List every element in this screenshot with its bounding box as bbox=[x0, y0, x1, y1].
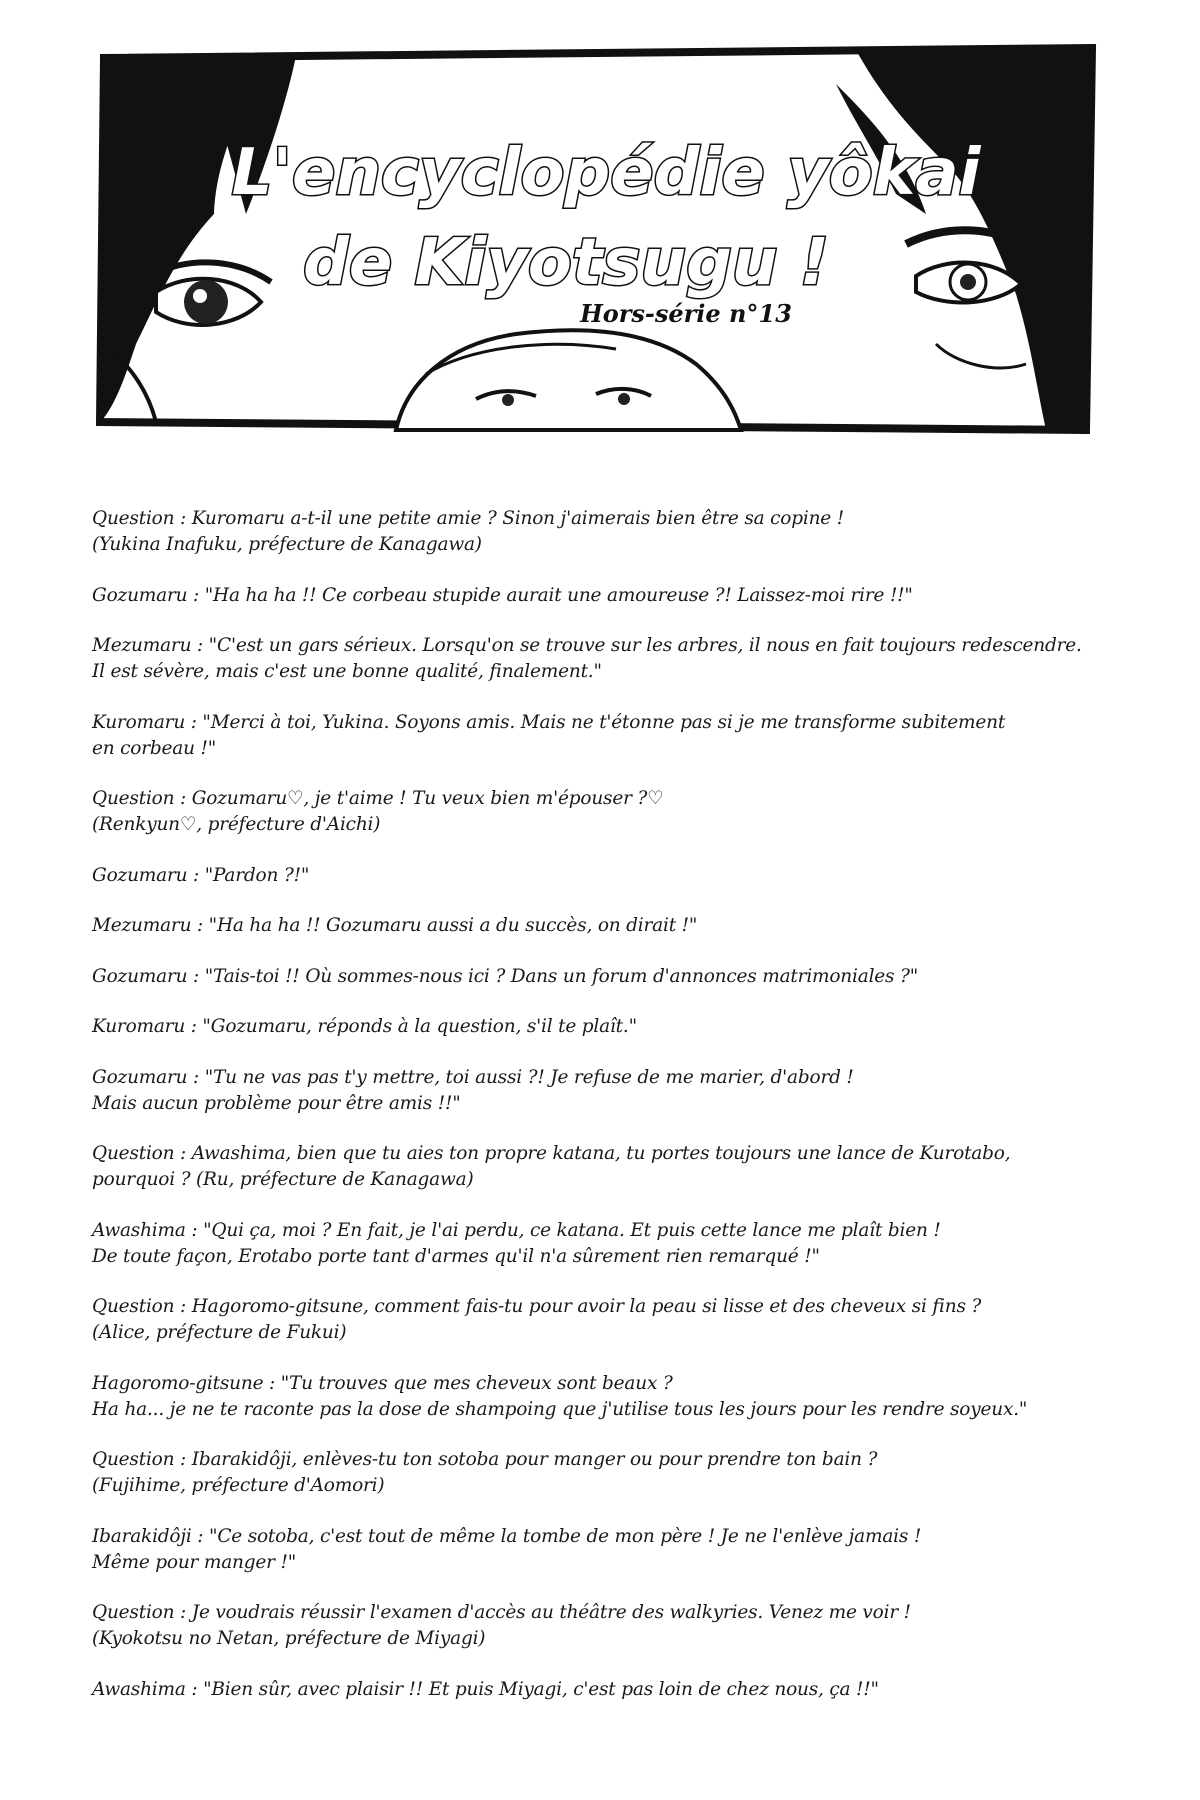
entry-line: (Fujihime, préfecture d'Aomori) bbox=[92, 1475, 385, 1496]
qa-entry-4 bbox=[92, 710, 1122, 762]
subtitle: Hors-série n°13 bbox=[580, 299, 792, 328]
qa-entry-2 bbox=[92, 583, 1122, 609]
entry-line: Mezumaru : "C'est un gars sérieux. Lorsqu'on se trouve sur les arbres, il nous en fait toujours redescendre. bbox=[92, 635, 1082, 656]
qa-entry-11 bbox=[92, 1141, 1122, 1193]
header-banner bbox=[96, 44, 1100, 434]
entry-line: Question : Je voudrais réussir l'examen d'accès au théâtre des walkyries. Venez me voir ! bbox=[92, 1602, 911, 1623]
entry-line: (Alice, préfecture de Fukui) bbox=[92, 1322, 347, 1343]
entry-line: Même pour manger !" bbox=[92, 1551, 297, 1573]
entry-line: Il est sévère, mais c'est une bonne qualité, finalement." bbox=[92, 661, 602, 682]
entry-line: Awashima : "Bien sûr, avec plaisir !! Et puis Miyagi, c'est pas loin de chez nous, ça !!" bbox=[92, 1678, 879, 1700]
entry-line: Ha ha... je ne te raconte pas la dose de shampoing que j'utilise tous les jours pour les rendre soyeux." bbox=[92, 1398, 1028, 1420]
entry-line: Hagoromo-gitsune : "Tu trouves que mes cheveux sont beaux ? bbox=[92, 1372, 673, 1394]
entry-line: Gozumaru : "Tu ne vas pas t'y mettre, toi aussi ?! Je refuse de me marier, d'abord ! bbox=[92, 1066, 854, 1088]
entry-line: (Yukina Inafuku, préfecture de Kanagawa) bbox=[92, 534, 482, 555]
entry-line: (Kyokotsu no Netan, préfecture de Miyagi) bbox=[92, 1628, 486, 1649]
qa-entry-14 bbox=[92, 1371, 1122, 1423]
entry-line: (Renkyun♡, préfecture d'Aichi) bbox=[92, 814, 381, 835]
entry-line: Mezumaru : "Ha ha ha !! Gozumaru aussi a du succès, on dirait !" bbox=[92, 915, 698, 936]
entry-line: Kuromaru : "Merci à toi, Yukina. Soyons amis. Mais ne t'étonne pas si je me transforme subitement bbox=[92, 711, 1006, 733]
banner-art bbox=[96, 44, 1100, 434]
qa-entry-16 bbox=[92, 1524, 1122, 1576]
qa-entry-12 bbox=[92, 1218, 1122, 1270]
entry-line: Gozumaru : "Tais-toi !! Où sommes-nous ici ? Dans un forum d'annonces matrimoniales ?" bbox=[92, 965, 919, 987]
entry-line: Ibarakidôji : "Ce sotoba, c'est tout de même la tombe de mon père ! Je ne l'enlève jamais ! bbox=[92, 1525, 922, 1547]
entry-line: Question : Gozumaru♡, je t'aime ! Tu veux bien m'épouser ?♡ bbox=[92, 788, 664, 809]
qa-entry-13 bbox=[92, 1294, 1122, 1346]
qa-entry-9 bbox=[92, 1014, 1122, 1040]
qa-content bbox=[92, 506, 1122, 1727]
qa-entry-5 bbox=[92, 786, 1122, 838]
qa-entry-17 bbox=[92, 1600, 1122, 1652]
entry-line: Mais aucun problème pour être amis !!" bbox=[92, 1092, 461, 1114]
entry-line: en corbeau !" bbox=[92, 737, 217, 759]
qa-entry-3 bbox=[92, 633, 1122, 685]
qa-entry-1 bbox=[92, 506, 1122, 558]
entry-line: Gozumaru : "Ha ha ha !! Ce corbeau stupide aurait une amoureuse ?! Laissez-moi rire !!" bbox=[92, 584, 913, 606]
qa-entry-6 bbox=[92, 863, 1122, 889]
title-line-1: L'encyclopédie yôkai bbox=[231, 136, 981, 210]
entry-line: De toute façon, Erotabo porte tant d'armes qu'il n'a sûrement rien remarqué !" bbox=[92, 1245, 820, 1267]
title-line-2: de Kiyotsugu ! bbox=[303, 226, 829, 300]
qa-entry-10 bbox=[92, 1065, 1122, 1117]
entry-line: Kuromaru : "Gozumaru, réponds à la question, s'il te plaît." bbox=[92, 1016, 637, 1037]
entry-line: Awashima : "Qui ça, moi ? En fait, je l'ai perdu, ce katana. Et puis cette lance me plaît bien ! bbox=[92, 1219, 941, 1241]
entry-line: Question : Ibarakidôji, enlèves-tu ton sotoba pour manger ou pour prendre ton bain ? bbox=[92, 1449, 878, 1470]
entry-line: Question : Hagoromo-gitsune, comment fais-tu pour avoir la peau si lisse et des cheveux si fins ? bbox=[92, 1296, 982, 1317]
qa-entry-15 bbox=[92, 1447, 1122, 1499]
entry-line: pourquoi ? (Ru, préfecture de Kanagawa) bbox=[92, 1169, 474, 1190]
entry-line: Question : Awashima, bien que tu aies ton propre katana, tu portes toujours une lance de Kurotabo, bbox=[92, 1143, 1011, 1164]
entry-line: Question : Kuromaru a-t-il une petite amie ? Sinon j'aimerais bien être sa copine ! bbox=[92, 508, 844, 529]
qa-entry-8 bbox=[92, 964, 1122, 990]
qa-entry-18 bbox=[92, 1677, 1122, 1703]
entry-line: Gozumaru : "Pardon ?!" bbox=[92, 864, 310, 886]
qa-entry-7 bbox=[92, 913, 1122, 939]
